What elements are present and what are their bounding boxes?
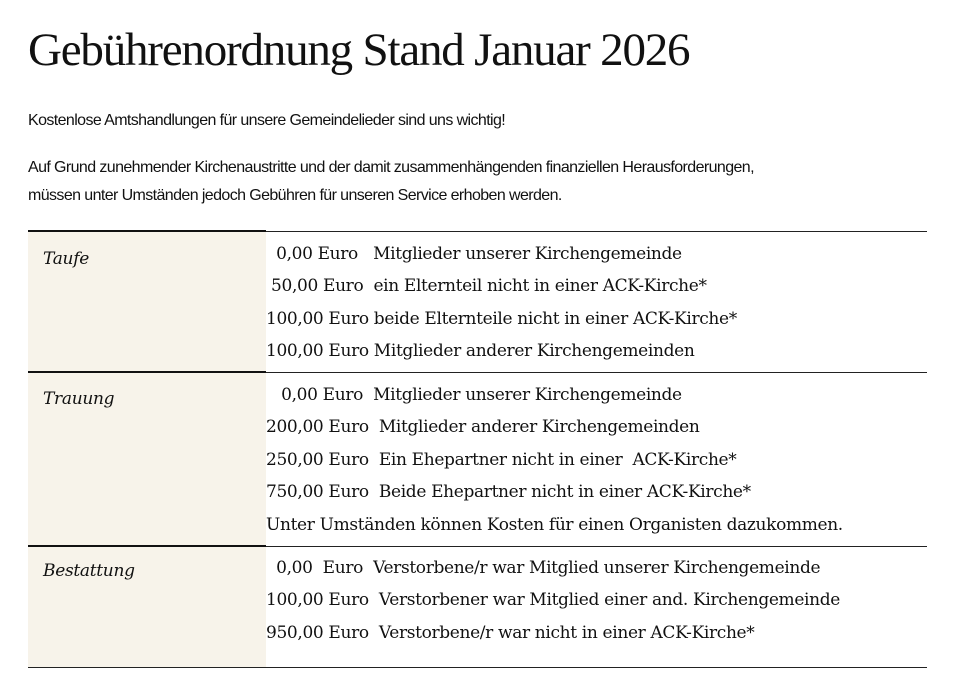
section-label-taufe: Taufe — [43, 249, 89, 269]
fee-line: 200,00 Euro Mitglieder anderer Kirchengemeinden — [266, 417, 700, 437]
fee-line: 50,00 Euro ein Elternteil nicht in einer ACK-Kirche* — [266, 276, 707, 296]
fee-line: 0,00 Euro Mitglieder unserer Kirchengemeinde — [266, 384, 682, 405]
fee-section-taufe — [28, 231, 927, 372]
fee-line: 0,00 Euro Mitglieder unserer Kirchengemeinde — [266, 243, 682, 264]
intro-text — [28, 107, 505, 135]
section-label-bestattung: Bestattung — [43, 561, 135, 581]
fee-note: Unter Umständen können Kosten für einen Organisten dazukommen. — [266, 514, 843, 535]
fee-line: 950,00 Euro Verstorbene/r war nicht in einer ACK-Kirche* — [266, 622, 755, 643]
section-label-cell — [28, 546, 266, 667]
section-label-cell — [28, 372, 266, 546]
intro-line-3: müssen unter Umständen jedoch Gebühren für unseren Service erhoben werden. — [28, 187, 562, 204]
fee-section-trauung — [28, 372, 927, 546]
intro-line-2: Auf Grund zunehmender Kirchenaustritte und der damit zusammenhängenden finanziellen Herausforderungen, — [28, 159, 754, 176]
intro-paragraph — [28, 154, 754, 210]
section-label-trauung: Trauung — [43, 389, 115, 409]
fee-line: 100,00 Euro Verstorbener war Mitglied einer and. Kirchengemeinde — [266, 590, 840, 610]
fee-line: 0,00 Euro Verstorbene/r war Mitglied unserer Kirchengemeinde — [266, 557, 821, 578]
fee-table — [28, 230, 927, 668]
fee-line: 100,00 Euro beide Elternteile nicht in einer ACK-Kirche* — [266, 308, 737, 329]
fee-line: 250,00 Euro Ein Ehepartner nicht in einer ACK-Kirche* — [266, 449, 737, 470]
fee-line: 100,00 Euro Mitglieder anderer Kirchengemeinden — [266, 341, 695, 361]
fee-line: 750,00 Euro Beide Ehepartner nicht in einer ACK-Kirche* — [266, 482, 751, 502]
fee-lines — [266, 372, 927, 546]
section-label-cell — [28, 231, 266, 372]
fee-section-bestattung — [28, 546, 927, 667]
fee-lines — [266, 546, 927, 667]
page-title: Gebührenordnung Stand Januar 2026 — [28, 24, 690, 76]
fee-lines — [266, 231, 927, 372]
intro-line-1: Kostenlose Amtshandlungen für unsere Gemeindelieder sind uns wichtig! — [28, 112, 506, 129]
